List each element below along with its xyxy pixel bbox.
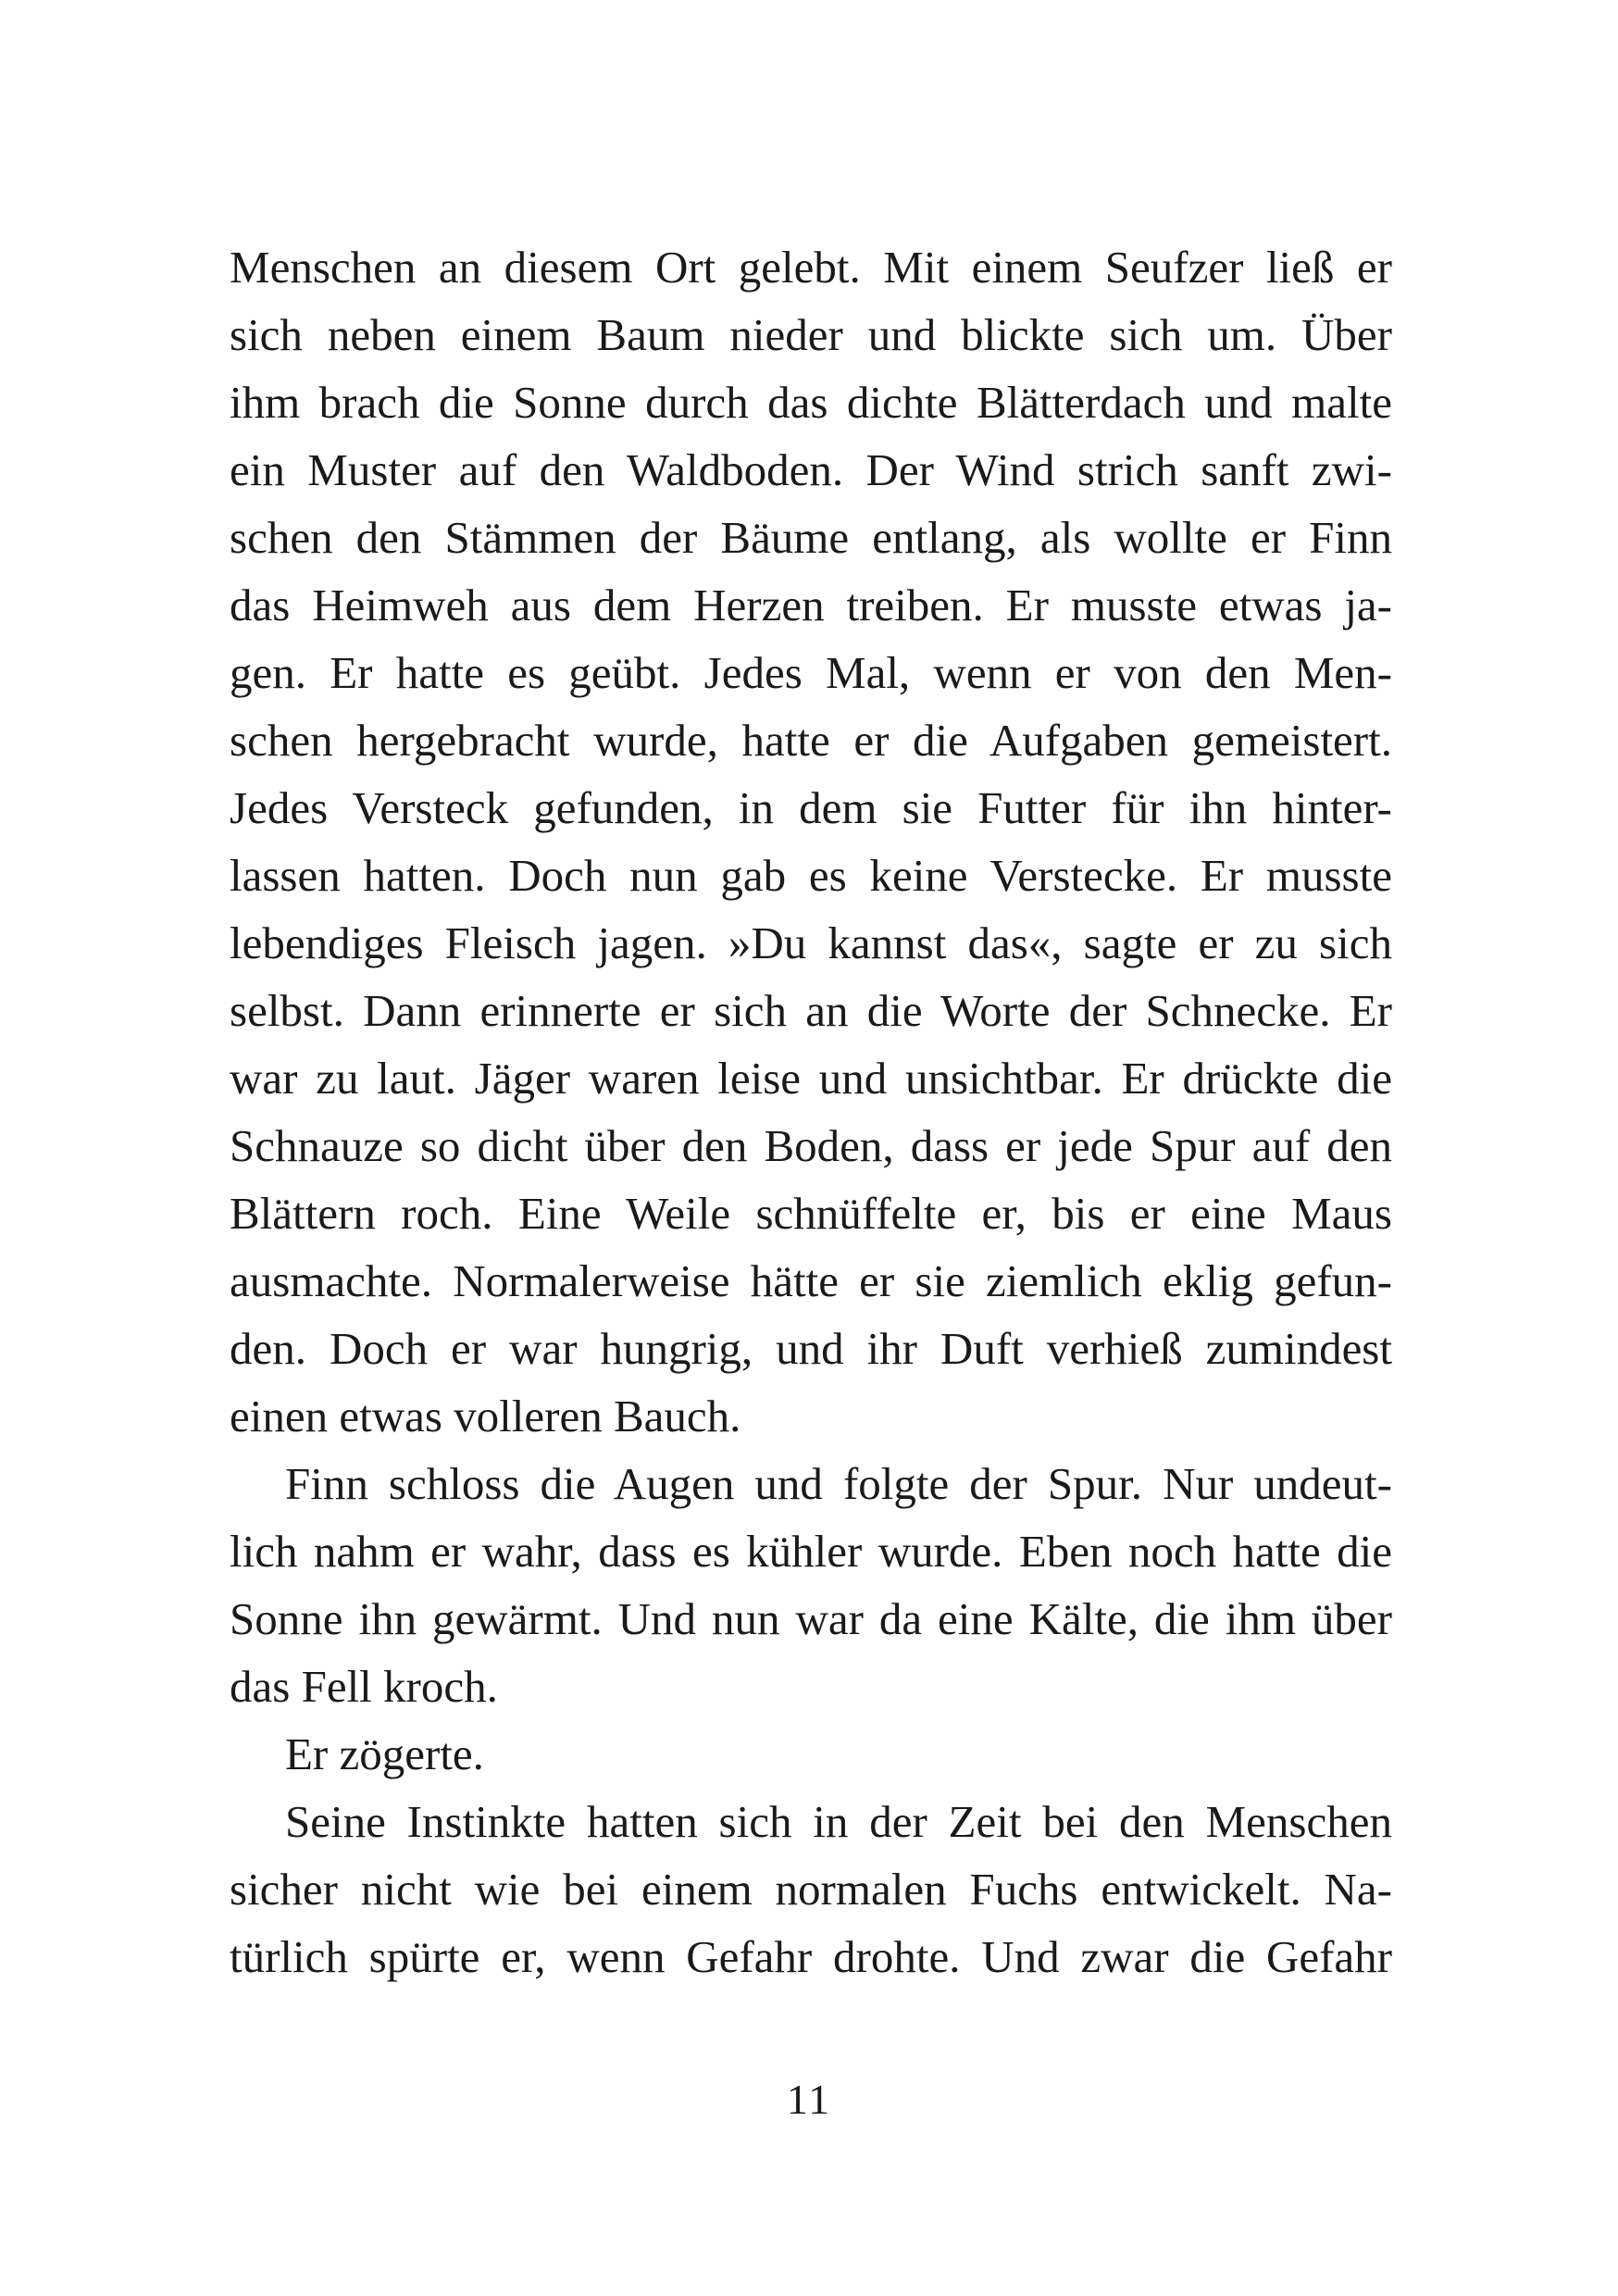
text-line: ausmachte. Normalerweise hätte er sie ziemlich eklig gefun-: [230, 1255, 1392, 1306]
text-line: ihm brach die Sonne durch das dichte Blätterdach und malte: [230, 377, 1392, 428]
text-line: schen hergebracht wurde, hatte er die Aufgaben gemeistert.: [230, 715, 1392, 766]
page-number: 11: [786, 2076, 832, 2123]
text-line: Schnauze so dicht über den Boden, dass er jede Spur auf den: [230, 1120, 1392, 1171]
text-line: ein Muster auf den Waldboden. Der Wind strich sanft zwi-: [230, 444, 1392, 495]
text-line: Blättern roch. Eine Weile schnüffelte er, bis er eine Maus: [230, 1188, 1392, 1239]
text-line: das Fell kroch.: [230, 1661, 498, 1712]
text-line: Er zögerte.: [285, 1728, 484, 1779]
text-line: Seine Instinkte hatten sich in der Zeit bei den Menschen: [285, 1796, 1392, 1847]
text-line: lassen hatten. Doch nun gab es keine Verstecke. Er musste: [230, 850, 1392, 901]
text-line: Jedes Versteck gefunden, in dem sie Futter für ihn hinter-: [230, 782, 1392, 833]
text-line: Menschen an diesem Ort gelebt. Mit einem Seufzer ließ er: [230, 242, 1392, 293]
text-line: war zu laut. Jäger waren leise und unsichtbar. Er drückte die: [230, 1053, 1392, 1104]
body-text: [230, 233, 1392, 1990]
text-line: den. Doch er war hungrig, und ihr Duft verhieß zumindest: [230, 1323, 1392, 1374]
text-line: Finn schloss die Augen und folgte der Spur. Nur undeut-: [285, 1458, 1392, 1509]
text-line: gen. Er hatte es geübt. Jedes Mal, wenn er von den Men-: [230, 647, 1392, 698]
text-line: einen etwas volleren Bauch.: [230, 1391, 741, 1441]
text-line: sich neben einem Baum nieder und blickte sich um. Über: [230, 309, 1392, 360]
text-line: Sonne ihn gewärmt. Und nun war da eine Kälte, die ihm über: [230, 1593, 1392, 1644]
text-line: schen den Stämmen der Bäume entlang, als wollte er Finn: [230, 512, 1392, 563]
text-line: lebendiges Fleisch jagen. »Du kannst das«, sagte er zu sich: [230, 917, 1392, 968]
text-line: das Heimweh aus dem Herzen treiben. Er musste etwas ja-: [230, 580, 1392, 630]
text-line: sicher nicht wie bei einem normalen Fuchs entwickelt. Na-: [230, 1864, 1392, 1915]
text-line: türlich spürte er, wenn Gefahr drohte. Und zwar die Gefahr: [230, 1931, 1392, 1982]
text-line: selbst. Dann erinnerte er sich an die Worte der Schnecke. Er: [230, 985, 1392, 1036]
text-line: lich nahm er wahr, dass es kühler wurde. Eben noch hatte die: [230, 1526, 1392, 1577]
